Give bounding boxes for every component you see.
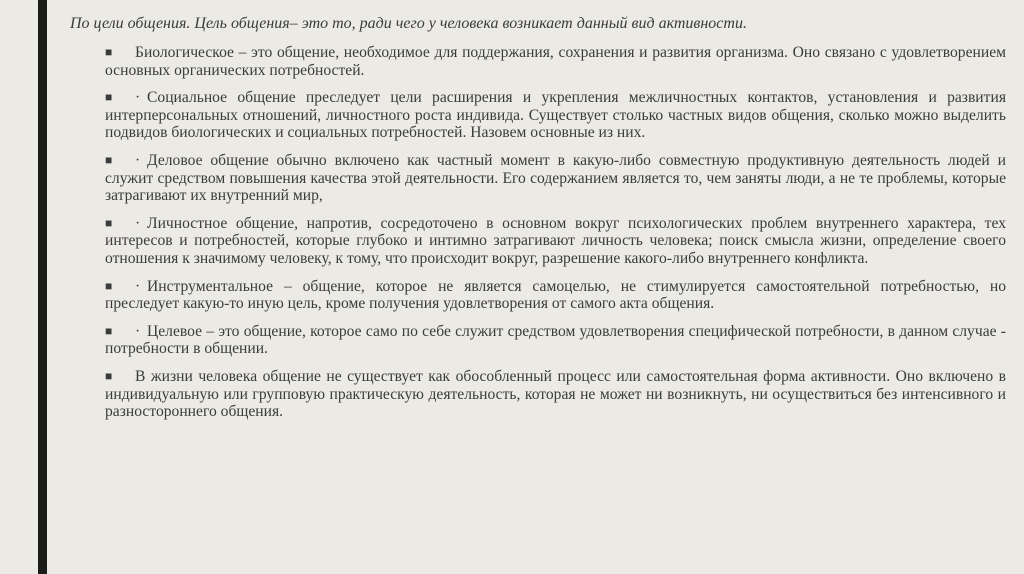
- bullet-square-icon: ■: [105, 90, 113, 105]
- item-text: Биологическое – это общение, необходимое для поддержания, сохранения и развития организма. Оно связано с удовлетворением основных органических потребностей.: [105, 44, 1006, 79]
- list-item-instrumental: [105, 278, 1006, 313]
- bullet-square-icon: ■: [105, 152, 113, 167]
- item-marker: ·: [135, 89, 141, 107]
- bullet-square-icon: ■: [105, 323, 113, 338]
- bullet-square-icon: ■: [105, 368, 113, 383]
- bullet-square-icon: ■: [105, 215, 113, 230]
- item-text: Целевое – это общение, которое само по себе служит средством удовлетворения специфической потребности, в данном случае - потребности в общении.: [105, 322, 1006, 358]
- list-item-personal: [105, 215, 1006, 268]
- item-marker: ·: [135, 214, 141, 232]
- list-item-summary: [105, 368, 1006, 421]
- left-accent-bar: [38, 0, 47, 574]
- bullet-square-icon: ■: [105, 278, 113, 293]
- list-item-social: [105, 89, 1006, 142]
- list-item-target: [105, 323, 1006, 358]
- slide-content: [68, 14, 1006, 431]
- bullet-square-icon: ■: [105, 45, 113, 59]
- slide-heading: По цели общения. Цель общения– это то, ради чего у человека возникает данный вид активности.: [70, 15, 747, 32]
- item-text: В жизни человека общение не существует как обособленный процесс или самостоятельная форма активности. Оно включено в индивидуальную или групповую практическую деятельность, которая не может ни возникнуть, ни осуществиться без интенсивного и разностороннего общения.: [105, 367, 1006, 421]
- item-marker: ·: [135, 277, 141, 295]
- list-item-business: [105, 152, 1006, 205]
- item-marker: ·: [135, 151, 141, 169]
- list-item-biological: [105, 44, 1006, 79]
- item-marker: ·: [135, 322, 141, 340]
- item-text: Социальное общение преследует цели расширения и укрепления межличностных контактов, установления и развития интерперсональных отношений, личностного роста индивида. Существует столько частных видов общения, сколько можно выделить подвидов биологических и социальных потребностей. Назовем основные из них.: [105, 89, 1006, 142]
- item-text: Инструментальное – общение, которое не является самоцелью, не стимулируется самостоятельной потребностью, но преследует какую-то иную цель, кроме получения удовлетворения от самого акта общения.: [105, 277, 1006, 313]
- item-text: Деловое общение обычно включено как частный момент в какую-либо совместную продуктивную деятельность людей и служит средством повышения качества этой деятельности. Его содержанием является то, чем заняты люди, а не те проблемы, которые затрагивают их внутренний мир,: [105, 151, 1006, 205]
- item-text: Личностное общение, напротив, сосредоточено в основном вокруг психологических проблем внутреннего характера, тех интересов и потребностей, которые глубоко и интимно затрагивают личность человека; поиск смысла жизни, определение своего отношения к значимому человеку, к тому, что происходит вокруг, разрешение какого-либо внутреннего конфликта.: [105, 214, 1006, 267]
